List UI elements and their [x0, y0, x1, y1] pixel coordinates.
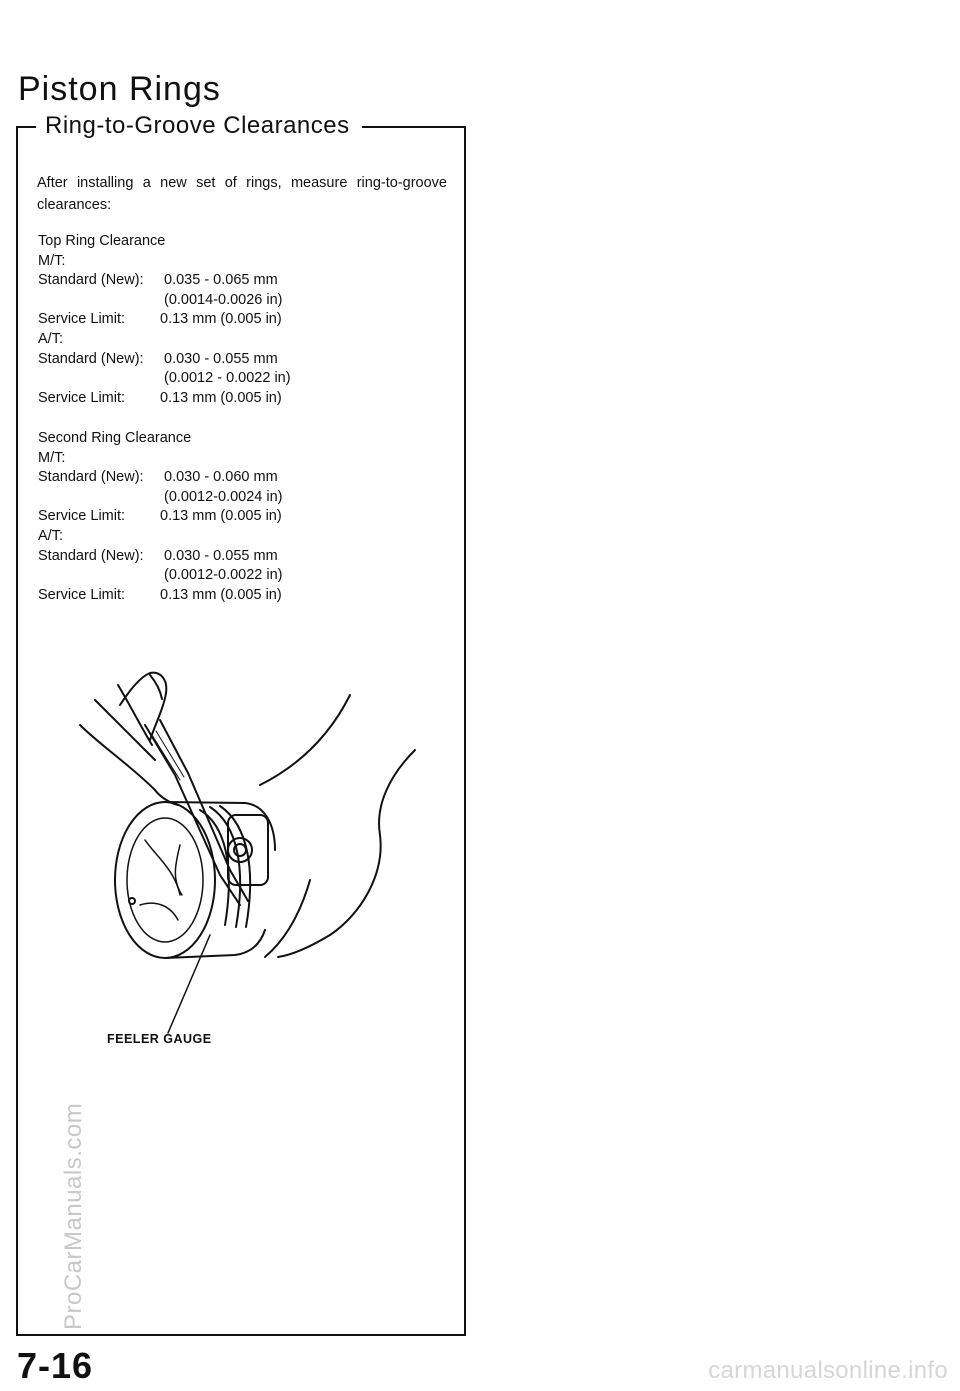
second-ring-spec — [38, 429, 338, 605]
spec-value: 0.030 - 0.060 mm — [164, 469, 278, 486]
spec-value: (0.0012-0.0024 in) — [164, 488, 283, 505]
spec-value: 0.030 - 0.055 mm — [164, 350, 278, 367]
top-ring-mt-service — [38, 310, 338, 330]
feeler-gauge-label: FEELER GAUGE — [107, 1032, 212, 1046]
spec-label: Service Limit: — [38, 508, 126, 525]
second-ring-mt-label: M/T: — [38, 449, 66, 466]
second-ring-mt-standard — [38, 468, 338, 488]
top-ring-spec — [38, 232, 338, 408]
spec-value: 0.13 mm (0.005 in) — [160, 389, 282, 406]
footer-watermark: carmanualsonline.info — [708, 1357, 948, 1384]
second-ring-at-standard — [38, 547, 338, 567]
watermark-procarmanuals: ProCarManuals.com — [60, 1102, 87, 1330]
spec-value: (0.0012 - 0.0022 in) — [164, 370, 291, 387]
top-ring-mt-standard — [38, 271, 338, 291]
spec-label: Standard (New): — [38, 272, 144, 289]
section-title: Ring-to-Groove Clearances — [45, 112, 350, 139]
spec-value: 0.13 mm (0.005 in) — [160, 586, 282, 603]
frame-top-right-rule — [362, 126, 466, 128]
second-ring-mt-standard-in — [38, 488, 338, 508]
top-ring-mt-label: M/T: — [38, 252, 66, 269]
spec-value: 0.13 mm (0.005 in) — [160, 311, 282, 328]
frame-top-left-rule — [16, 126, 36, 128]
page-number: 7-16 — [17, 1345, 94, 1386]
page-title: Piston Rings — [18, 70, 221, 108]
feeler-gauge-illustration — [60, 665, 460, 1065]
top-ring-heading: Top Ring Clearance — [38, 233, 166, 249]
second-ring-at-label: A/T: — [38, 527, 63, 544]
spec-value: 0.030 - 0.055 mm — [164, 547, 278, 564]
top-ring-at-standard — [38, 350, 338, 370]
second-ring-at-service — [38, 586, 338, 606]
spec-value: (0.0012-0.0022 in) — [164, 567, 283, 584]
second-ring-at-standard-in — [38, 566, 338, 586]
top-ring-at-standard-in — [38, 369, 338, 389]
second-ring-mt-service — [38, 507, 338, 527]
spec-label: Service Limit: — [38, 311, 126, 328]
second-ring-heading: Second Ring Clearance — [38, 430, 192, 446]
spec-label: Service Limit: — [38, 586, 126, 603]
spec-value: 0.13 mm (0.005 in) — [160, 508, 282, 525]
intro-paragraph: After installing a new set of rings, measure ring-to-groove clearances: — [37, 175, 447, 213]
top-ring-at-label: A/T: — [38, 330, 63, 347]
top-ring-mt-standard-in — [38, 291, 338, 311]
spec-label: Service Limit: — [38, 389, 126, 406]
spec-label: Standard (New): — [38, 469, 144, 486]
spec-value: (0.0014-0.0026 in) — [164, 291, 283, 308]
top-ring-at-service — [38, 389, 338, 409]
spec-value: 0.035 - 0.065 mm — [164, 272, 278, 289]
spec-label: Standard (New): — [38, 350, 144, 367]
spec-label: Standard (New): — [38, 547, 144, 564]
